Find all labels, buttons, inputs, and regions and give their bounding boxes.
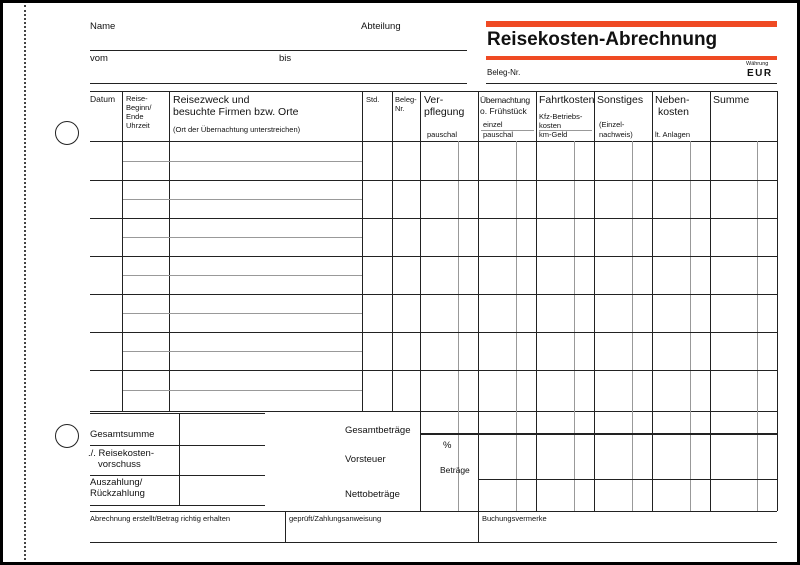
beleg-nr-label: Beleg-Nr. bbox=[487, 68, 521, 77]
vorsteuer-label: Vorsteuer bbox=[345, 454, 386, 465]
perforation-line bbox=[24, 5, 26, 560]
table-subrow bbox=[123, 237, 362, 238]
header-uebern-sub2: pauschal bbox=[483, 130, 514, 139]
bis-label: bis bbox=[279, 53, 292, 64]
footer-buchung: Buchungsvermerke bbox=[482, 514, 547, 523]
header-uebern-sub1: einzel bbox=[483, 120, 503, 129]
date-range-line[interactable] bbox=[90, 83, 467, 84]
col-divider-neben bbox=[710, 91, 711, 511]
header-summe: Summe bbox=[713, 94, 750, 106]
cent-col-uebernachtung bbox=[516, 141, 517, 511]
header-neben-sub: lt. Anlagen bbox=[655, 130, 691, 139]
header-verpf-1: Ver- bbox=[424, 94, 444, 106]
header-reise-2: Beginn/ bbox=[126, 103, 152, 112]
header-beleg-1: Beleg- bbox=[395, 95, 417, 104]
form-title: Reisekosten-Abrechnung bbox=[487, 29, 718, 50]
header-uebern-2: o. Frühstück bbox=[480, 106, 527, 116]
header-fahrt-sub3: km-Geld bbox=[539, 130, 568, 139]
header-uebern-1: Übernachtung bbox=[480, 95, 530, 105]
header-reise-1: Reise- bbox=[126, 94, 148, 103]
header-sonst: Sonstiges bbox=[597, 94, 644, 106]
header-beleg-2: Nr. bbox=[395, 104, 405, 113]
punch-hole-top bbox=[55, 121, 79, 145]
table-subrow bbox=[123, 161, 362, 162]
table-top-border bbox=[90, 91, 777, 92]
auszahlung-label-1: Auszahlung/ bbox=[90, 477, 143, 488]
header-std: Std. bbox=[366, 95, 380, 104]
table-row bbox=[90, 218, 777, 219]
header-fahrt-sub1: Kfz-Betriebs- bbox=[539, 112, 583, 121]
footer-bottom-line bbox=[90, 542, 777, 543]
footer-divider-1 bbox=[285, 511, 286, 542]
table-header-bottom bbox=[90, 141, 777, 142]
header-verpf-sub: pauschal bbox=[427, 130, 458, 139]
vorschuss-label-2: vorschuss bbox=[98, 459, 141, 470]
table-row bbox=[90, 180, 777, 181]
header-zweck-2: besuchte Firmen bzw. Orte bbox=[173, 106, 299, 118]
gesamtsumme-label: Gesamtsumme bbox=[90, 429, 155, 440]
abteilung-label: Abteilung bbox=[361, 21, 401, 32]
vom-label: vom bbox=[90, 53, 108, 64]
table-subrow bbox=[123, 390, 362, 391]
cent-col-neben bbox=[690, 141, 691, 511]
beleg-line[interactable] bbox=[486, 83, 777, 84]
header-sonst-sub1: (Einzel- bbox=[599, 120, 625, 129]
summary-line-2 bbox=[90, 475, 265, 476]
table-bottom-border bbox=[90, 411, 777, 412]
table-row bbox=[90, 332, 777, 333]
header-datum: Datum bbox=[90, 94, 116, 104]
betraege-label: Beträge bbox=[440, 465, 470, 475]
col-divider-sonst bbox=[652, 91, 653, 511]
header-fahrt-sub2: kosten bbox=[539, 121, 562, 130]
table-subrow bbox=[123, 275, 362, 276]
cent-col-summe bbox=[757, 141, 758, 511]
table-subrow bbox=[123, 313, 362, 314]
header-zweck-note: (Ort der Übernachtung unterstreichen) bbox=[173, 125, 301, 134]
col-divider-fahrt bbox=[594, 91, 595, 511]
nettobetraege-label: Nettobeträge bbox=[345, 489, 400, 500]
currency-value: EUR bbox=[747, 68, 773, 79]
title-bar-top bbox=[486, 21, 777, 27]
currency-label: Währung bbox=[746, 61, 769, 67]
col-divider-zweck bbox=[362, 91, 363, 411]
cent-col-sonst bbox=[632, 141, 633, 511]
footer-divider-2 bbox=[478, 511, 479, 542]
name-line[interactable] bbox=[90, 50, 467, 51]
vorschuss-label-1: ./. Reisekosten- bbox=[88, 448, 154, 459]
table-subrow bbox=[123, 199, 362, 200]
table-row bbox=[90, 370, 777, 371]
header-zweck-1: Reisezweck und bbox=[173, 94, 250, 106]
gesamtbetraege-label: Gesamtbeträge bbox=[345, 425, 411, 436]
header-neben-1: Neben- bbox=[655, 94, 690, 106]
name-label: Name bbox=[90, 21, 116, 32]
table-subrow bbox=[123, 351, 362, 352]
col-divider-verpflegung bbox=[478, 91, 479, 511]
footer-top-line bbox=[90, 511, 777, 512]
header-verpf-2: pflegung bbox=[424, 106, 465, 118]
table-row bbox=[90, 256, 777, 257]
header-reise-4: Uhrzeit bbox=[126, 121, 150, 130]
title-bar-bottom bbox=[486, 56, 777, 60]
percent-label: % bbox=[443, 440, 452, 451]
cent-col-verpflegung bbox=[458, 141, 459, 511]
summary-line-3 bbox=[90, 505, 265, 506]
col-divider-beleg bbox=[420, 91, 421, 511]
footer-erstellt: Abrechnung erstellt/Betrag richtig erhalten bbox=[90, 514, 231, 523]
col-divider-std bbox=[392, 91, 393, 411]
gesamtbetraege-line bbox=[420, 433, 777, 435]
col-divider-uebernachtung bbox=[536, 91, 537, 511]
table-right-border bbox=[777, 91, 778, 511]
header-sonst-sub2: nachweis) bbox=[599, 130, 633, 139]
expense-form-sheet bbox=[3, 3, 797, 562]
col-divider-datum bbox=[122, 91, 123, 411]
col-divider-reise bbox=[169, 91, 170, 411]
header-reise-3: Ende bbox=[126, 112, 144, 121]
table-row bbox=[90, 294, 777, 295]
footer-geprueft: geprüft/Zahlungsanweisung bbox=[289, 514, 382, 523]
cent-col-fahrt bbox=[574, 141, 575, 511]
summary-divider bbox=[179, 413, 180, 505]
auszahlung-label-2: Rückzahlung bbox=[90, 488, 145, 499]
vorsteuer-line bbox=[478, 479, 777, 480]
header-neben-2: kosten bbox=[658, 106, 689, 118]
header-fahrt: Fahrtkosten bbox=[539, 94, 595, 106]
punch-hole-bottom bbox=[55, 424, 79, 448]
summary-line-1 bbox=[90, 445, 265, 446]
summary-top-line bbox=[90, 413, 265, 414]
